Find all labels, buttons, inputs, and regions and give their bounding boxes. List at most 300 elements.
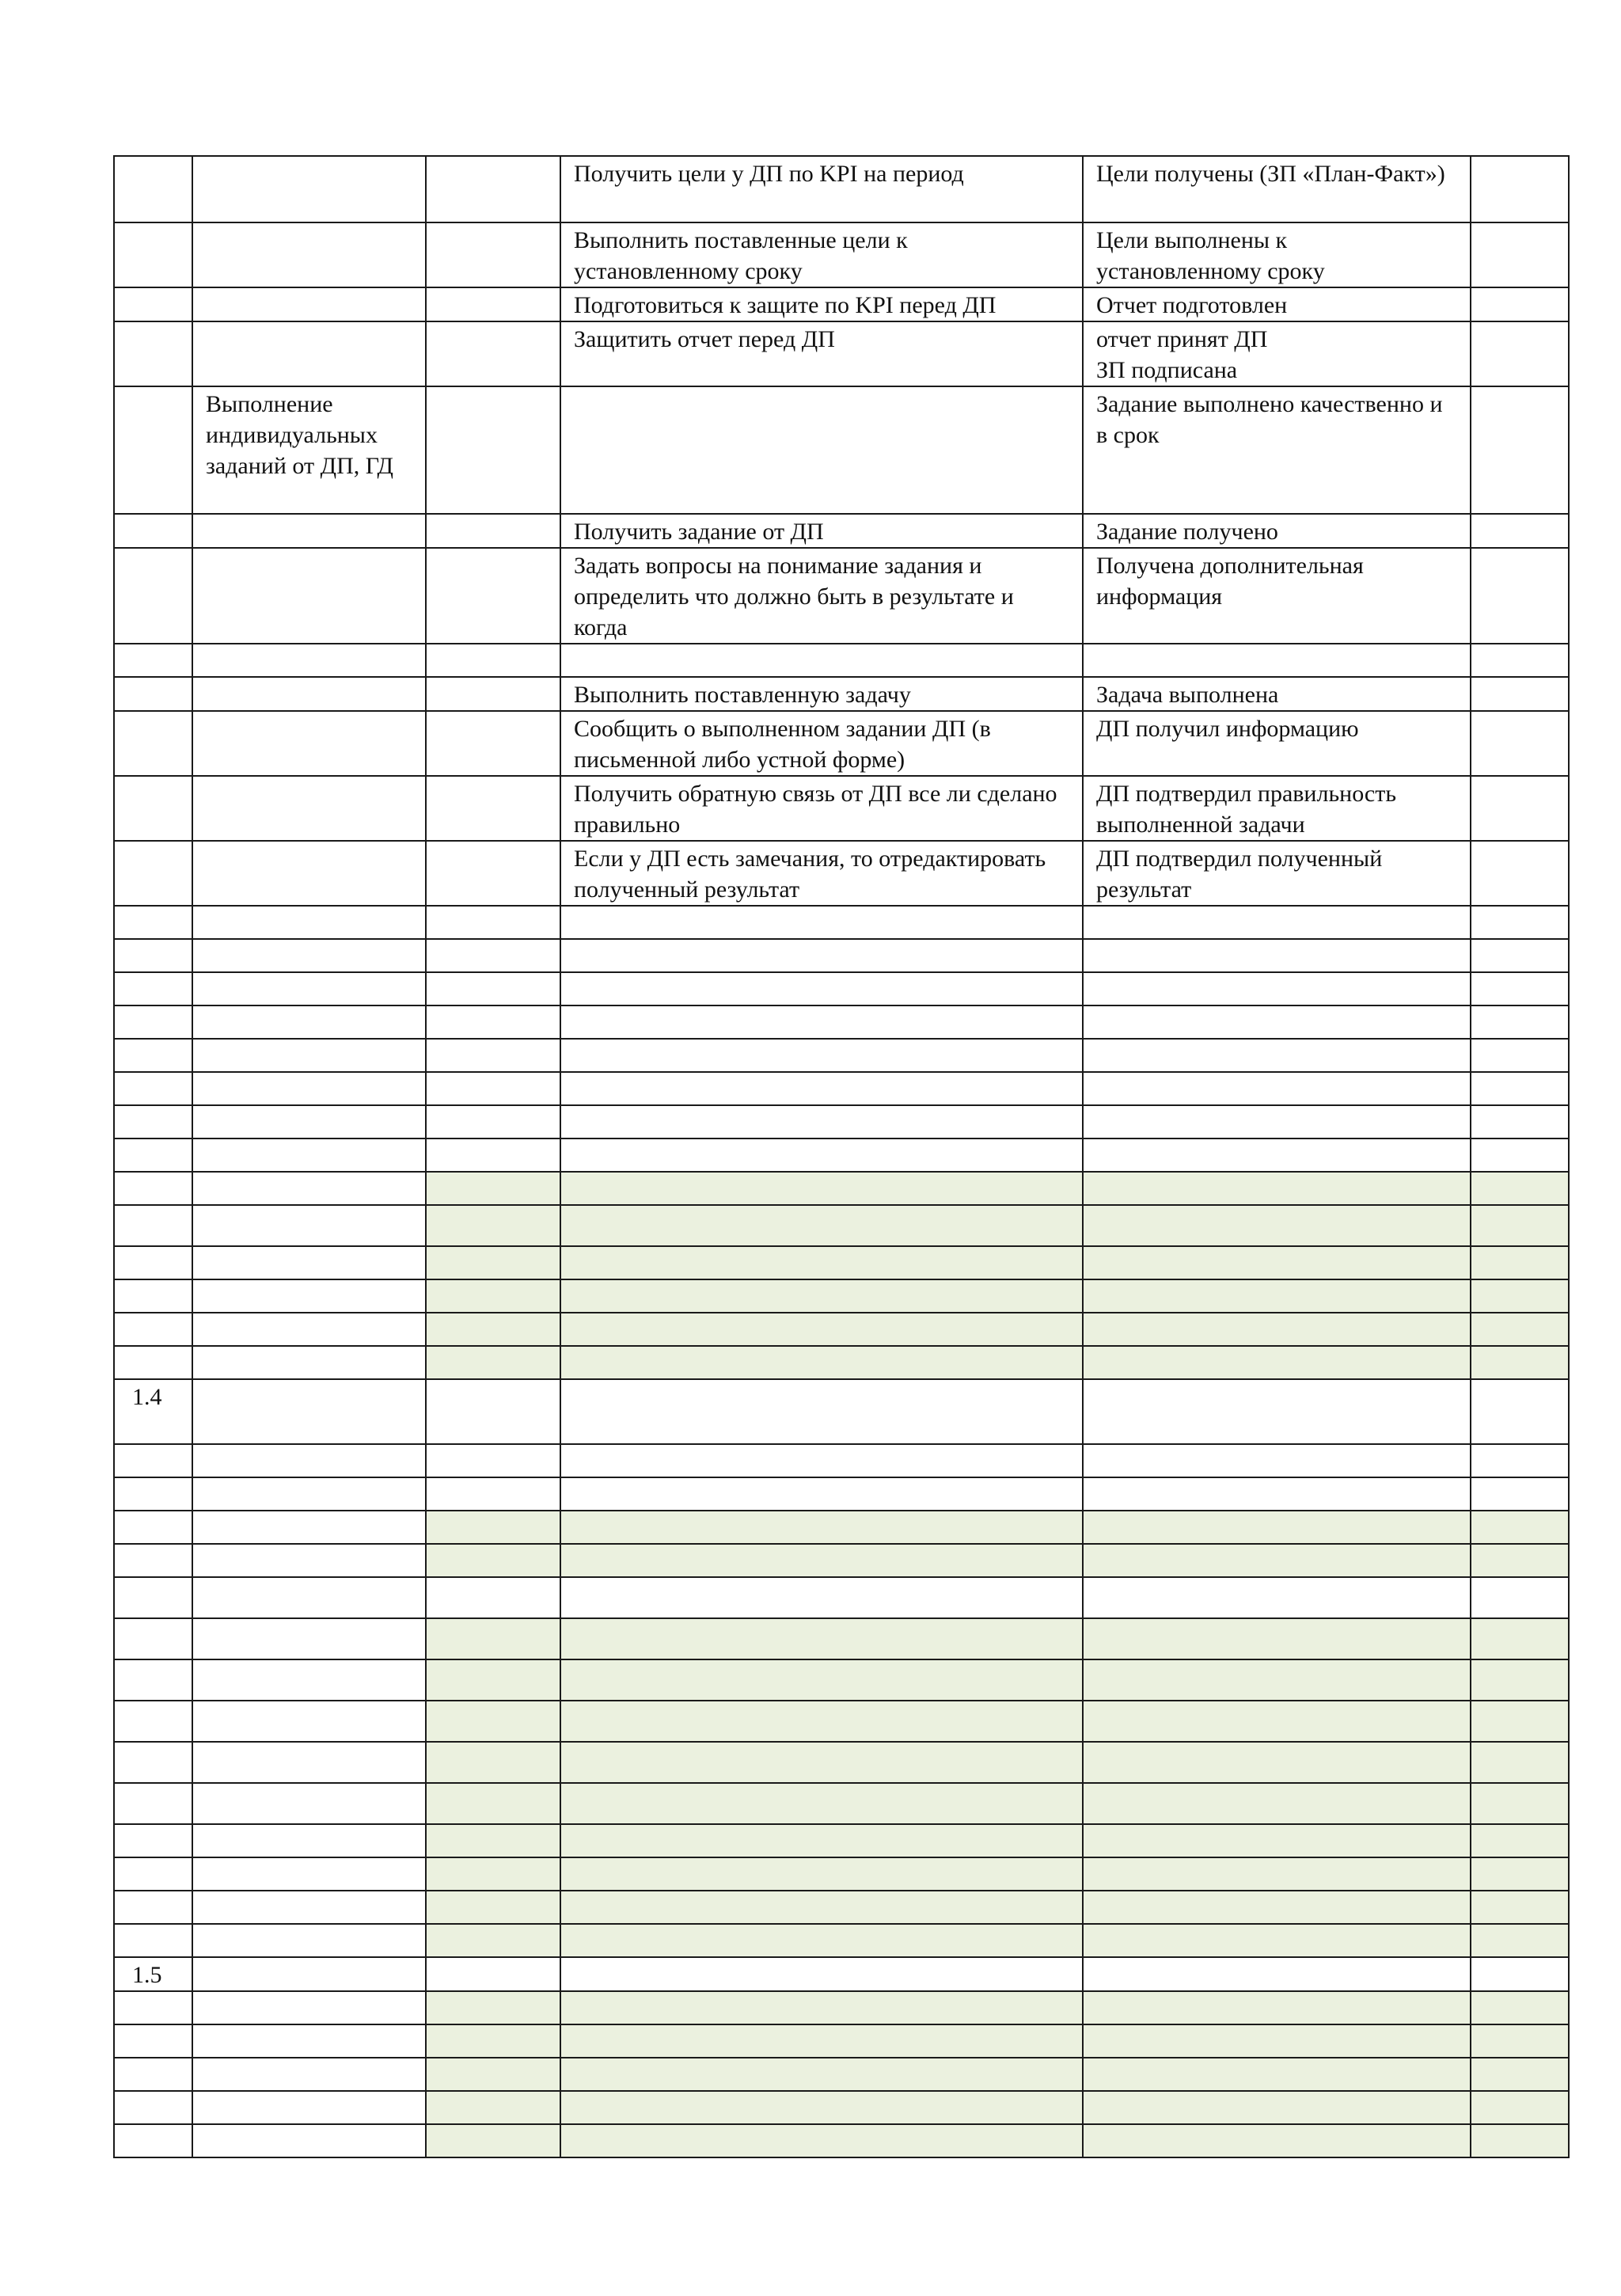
action-cell	[560, 1824, 1083, 1857]
name-cell	[192, 939, 426, 972]
action-cell: Если у ДП есть замечания, то отредактировать полученный результат	[560, 841, 1083, 906]
result-cell: Цели выполнены к установленному сроку	[1083, 222, 1471, 287]
name-cell	[192, 2091, 426, 2124]
col6-cell	[1471, 321, 1569, 386]
num-cell	[114, 321, 192, 386]
num-cell	[114, 1857, 192, 1891]
col6-cell	[1471, 2024, 1569, 2058]
name-cell	[192, 321, 426, 386]
action-cell	[560, 2091, 1083, 2124]
num-cell	[114, 1991, 192, 2024]
action-cell	[560, 1991, 1083, 2024]
result-cell	[1083, 1957, 1471, 1991]
table-row	[114, 1857, 1569, 1891]
col6-cell	[1471, 2124, 1569, 2157]
col6-cell	[1471, 156, 1569, 222]
col6-cell	[1471, 2058, 1569, 2091]
action-cell	[560, 1205, 1083, 1246]
table-row	[114, 1544, 1569, 1577]
result-cell: Задача выполнена	[1083, 677, 1471, 711]
table-row	[114, 1246, 1569, 1279]
table-row	[114, 972, 1569, 1005]
col6-cell	[1471, 711, 1569, 776]
col6-cell	[1471, 1172, 1569, 1205]
col6-cell	[1471, 1857, 1569, 1891]
col3-cell	[426, 711, 560, 776]
num-cell	[114, 1742, 192, 1783]
col3-cell	[426, 1313, 560, 1346]
name-cell	[192, 1039, 426, 1072]
col3-cell	[426, 1577, 560, 1618]
col6-cell	[1471, 1379, 1569, 1444]
table-row	[114, 677, 1569, 711]
table-row	[114, 222, 1569, 287]
table-row	[114, 1039, 1569, 1072]
col3-cell	[426, 1618, 560, 1659]
result-cell	[1083, 644, 1471, 677]
result-cell	[1083, 1379, 1471, 1444]
col6-cell	[1471, 1659, 1569, 1701]
col3-cell	[426, 287, 560, 321]
action-cell	[560, 2058, 1083, 2091]
col6-cell	[1471, 841, 1569, 906]
name-cell	[192, 514, 426, 548]
col6-cell	[1471, 1783, 1569, 1824]
col6-cell	[1471, 1444, 1569, 1477]
col6-cell	[1471, 1072, 1569, 1105]
document-table	[113, 155, 1570, 2158]
action-cell	[560, 644, 1083, 677]
result-cell	[1083, 1072, 1471, 1105]
num-cell	[114, 156, 192, 222]
col3-cell	[426, 677, 560, 711]
action-cell	[560, 1957, 1083, 1991]
name-cell	[192, 1618, 426, 1659]
action-cell	[560, 1346, 1083, 1379]
result-cell	[1083, 1824, 1471, 1857]
name-cell	[192, 776, 426, 841]
result-cell	[1083, 1005, 1471, 1039]
num-cell	[114, 677, 192, 711]
action-cell	[560, 1005, 1083, 1039]
table-row	[114, 1957, 1569, 1991]
result-cell: Цели получены (ЗП «План-Факт»)	[1083, 156, 1471, 222]
name-cell	[192, 222, 426, 287]
col6-cell	[1471, 1957, 1569, 1991]
col3-cell	[426, 2091, 560, 2124]
action-cell: Выполнить поставленные цели к установленному сроку	[560, 222, 1083, 287]
result-cell	[1083, 1477, 1471, 1511]
table-row	[114, 1346, 1569, 1379]
result-cell	[1083, 1544, 1471, 1577]
num-cell	[114, 711, 192, 776]
table-row	[114, 1783, 1569, 1824]
table-row	[114, 514, 1569, 548]
col3-cell	[426, 1957, 560, 1991]
num-cell	[114, 1313, 192, 1346]
document-table-body	[114, 156, 1569, 2157]
table-row	[114, 1511, 1569, 1544]
num-cell	[114, 1659, 192, 1701]
name-cell	[192, 1511, 426, 1544]
result-cell: Задание получено	[1083, 514, 1471, 548]
result-cell	[1083, 1577, 1471, 1618]
col3-cell	[426, 321, 560, 386]
col3-cell	[426, 1379, 560, 1444]
col6-cell	[1471, 222, 1569, 287]
result-cell: Отчет подготовлен	[1083, 287, 1471, 321]
col3-cell	[426, 906, 560, 939]
table-row	[114, 1313, 1569, 1346]
name-cell	[192, 1924, 426, 1957]
num-cell	[114, 222, 192, 287]
table-row	[114, 1477, 1569, 1511]
name-cell	[192, 1379, 426, 1444]
name-cell	[192, 1105, 426, 1138]
table-row	[114, 2091, 1569, 2124]
num-cell	[114, 972, 192, 1005]
num-cell	[114, 1205, 192, 1246]
action-cell	[560, 1138, 1083, 1172]
col3-cell	[426, 1783, 560, 1824]
result-cell	[1083, 2124, 1471, 2157]
action-cell: Сообщить о выполненном задании ДП (в письменной либо устной форме)	[560, 711, 1083, 776]
col3-cell	[426, 1824, 560, 1857]
col6-cell	[1471, 1105, 1569, 1138]
result-cell	[1083, 1991, 1471, 2024]
num-cell	[114, 1444, 192, 1477]
table-row	[114, 1659, 1569, 1701]
col3-cell	[426, 1701, 560, 1742]
table-row	[114, 1205, 1569, 1246]
table-row	[114, 1891, 1569, 1924]
result-cell: ДП подтвердил правильность выполненной задачи	[1083, 776, 1471, 841]
num-cell	[114, 1072, 192, 1105]
col6-cell	[1471, 1138, 1569, 1172]
result-cell	[1083, 1783, 1471, 1824]
name-cell	[192, 1824, 426, 1857]
result-cell	[1083, 1346, 1471, 1379]
col6-cell	[1471, 1313, 1569, 1346]
num-cell	[114, 1701, 192, 1742]
col3-cell	[426, 1246, 560, 1279]
result-cell	[1083, 2058, 1471, 2091]
num-cell	[114, 1039, 192, 1072]
col6-cell	[1471, 1477, 1569, 1511]
col6-cell	[1471, 1891, 1569, 1924]
col6-cell	[1471, 287, 1569, 321]
num-cell	[114, 644, 192, 677]
name-cell	[192, 1346, 426, 1379]
table-row	[114, 711, 1569, 776]
action-cell	[560, 1444, 1083, 1477]
num-cell	[114, 1824, 192, 1857]
result-cell	[1083, 1618, 1471, 1659]
table-row	[114, 1824, 1569, 1857]
table-row	[114, 548, 1569, 644]
action-cell: Получить обратную связь от ДП все ли сделано правильно	[560, 776, 1083, 841]
action-cell	[560, 386, 1083, 514]
col6-cell	[1471, 1701, 1569, 1742]
name-cell	[192, 644, 426, 677]
col6-cell	[1471, 1511, 1569, 1544]
col6-cell	[1471, 548, 1569, 644]
table-row	[114, 2058, 1569, 2091]
result-cell	[1083, 1313, 1471, 1346]
name-cell	[192, 1701, 426, 1742]
col6-cell	[1471, 386, 1569, 514]
table-row	[114, 287, 1569, 321]
result-cell	[1083, 939, 1471, 972]
action-cell: Получить задание от ДП	[560, 514, 1083, 548]
name-cell	[192, 1279, 426, 1313]
action-cell	[560, 1246, 1083, 1279]
action-cell	[560, 1072, 1083, 1105]
col3-cell	[426, 1205, 560, 1246]
action-cell	[560, 1857, 1083, 1891]
name-cell	[192, 1742, 426, 1783]
action-cell	[560, 2024, 1083, 2058]
num-cell	[114, 2058, 192, 2091]
name-cell	[192, 1072, 426, 1105]
num-cell	[114, 1577, 192, 1618]
result-cell: отчет принят ДП ЗП подписана	[1083, 321, 1471, 386]
num-cell	[114, 1246, 192, 1279]
col3-cell	[426, 1172, 560, 1205]
table-row	[114, 156, 1569, 222]
num-cell	[114, 287, 192, 321]
result-cell: ДП получил информацию	[1083, 711, 1471, 776]
result-cell	[1083, 2024, 1471, 2058]
action-cell	[560, 1659, 1083, 1701]
name-cell	[192, 2058, 426, 2091]
name-cell	[192, 677, 426, 711]
col3-cell	[426, 2058, 560, 2091]
col3-cell	[426, 1105, 560, 1138]
name-cell	[192, 1005, 426, 1039]
num-cell	[114, 1172, 192, 1205]
col3-cell	[426, 1444, 560, 1477]
action-cell	[560, 1279, 1083, 1313]
col6-cell	[1471, 906, 1569, 939]
name-cell	[192, 972, 426, 1005]
name-cell	[192, 1172, 426, 1205]
col3-cell	[426, 1039, 560, 1072]
result-cell	[1083, 972, 1471, 1005]
name-cell	[192, 1444, 426, 1477]
num-cell	[114, 939, 192, 972]
result-cell	[1083, 1246, 1471, 1279]
col6-cell	[1471, 2091, 1569, 2124]
num-cell	[114, 548, 192, 644]
result-cell	[1083, 1205, 1471, 1246]
table-row	[114, 1577, 1569, 1618]
name-cell	[192, 156, 426, 222]
name-cell	[192, 1991, 426, 2024]
action-cell: Защитить отчет перед ДП	[560, 321, 1083, 386]
col3-cell	[426, 1072, 560, 1105]
num-cell: 1.5	[114, 1957, 192, 1991]
name-cell	[192, 1891, 426, 1924]
action-cell	[560, 906, 1083, 939]
num-cell	[114, 2124, 192, 2157]
col3-cell	[426, 1477, 560, 1511]
name-cell	[192, 1138, 426, 1172]
num-cell: 1.4	[114, 1379, 192, 1444]
result-cell	[1083, 906, 1471, 939]
table-row	[114, 1444, 1569, 1477]
col6-cell	[1471, 1742, 1569, 1783]
name-cell	[192, 841, 426, 906]
table-row	[114, 1924, 1569, 1957]
action-cell	[560, 1783, 1083, 1824]
table-row	[114, 1991, 1569, 2024]
result-cell	[1083, 1138, 1471, 1172]
col3-cell	[426, 548, 560, 644]
col3-cell	[426, 1891, 560, 1924]
num-cell	[114, 514, 192, 548]
action-cell	[560, 1105, 1083, 1138]
result-cell	[1083, 1742, 1471, 1783]
col6-cell	[1471, 1544, 1569, 1577]
col6-cell	[1471, 514, 1569, 548]
action-cell	[560, 1477, 1083, 1511]
table-row	[114, 1172, 1569, 1205]
col3-cell	[426, 1138, 560, 1172]
name-cell	[192, 1246, 426, 1279]
result-cell: Задание выполнено качественно и в срок	[1083, 386, 1471, 514]
table-row	[114, 321, 1569, 386]
col3-cell	[426, 156, 560, 222]
name-cell	[192, 1205, 426, 1246]
col3-cell	[426, 1924, 560, 1957]
col6-cell	[1471, 1618, 1569, 1659]
col3-cell	[426, 1659, 560, 1701]
result-cell	[1083, 1279, 1471, 1313]
action-cell: Задать вопросы на понимание задания и определить что должно быть в результате и когда	[560, 548, 1083, 644]
num-cell	[114, 906, 192, 939]
action-cell	[560, 1172, 1083, 1205]
name-cell	[192, 906, 426, 939]
table-row	[114, 841, 1569, 906]
result-cell	[1083, 2091, 1471, 2124]
col6-cell	[1471, 1005, 1569, 1039]
col6-cell	[1471, 1824, 1569, 1857]
col6-cell	[1471, 1039, 1569, 1072]
name-cell	[192, 1544, 426, 1577]
action-cell	[560, 1891, 1083, 1924]
action-cell	[560, 1313, 1083, 1346]
action-cell	[560, 1544, 1083, 1577]
action-cell	[560, 1701, 1083, 1742]
table-row	[114, 1138, 1569, 1172]
col6-cell	[1471, 1205, 1569, 1246]
col3-cell	[426, 1005, 560, 1039]
name-cell	[192, 1783, 426, 1824]
result-cell	[1083, 1701, 1471, 1742]
col6-cell	[1471, 776, 1569, 841]
col3-cell	[426, 972, 560, 1005]
table-row	[114, 2124, 1569, 2157]
num-cell	[114, 1924, 192, 1957]
action-cell	[560, 1618, 1083, 1659]
col3-cell	[426, 2024, 560, 2058]
action-cell	[560, 1924, 1083, 1957]
result-cell	[1083, 1039, 1471, 1072]
num-cell	[114, 1138, 192, 1172]
action-cell	[560, 1577, 1083, 1618]
col3-cell	[426, 1511, 560, 1544]
action-cell: Выполнить поставленную задачу	[560, 677, 1083, 711]
num-cell	[114, 841, 192, 906]
table-row	[114, 1379, 1569, 1444]
table-row	[114, 939, 1569, 972]
num-cell	[114, 1477, 192, 1511]
result-cell	[1083, 1924, 1471, 1957]
num-cell	[114, 1346, 192, 1379]
col3-cell	[426, 841, 560, 906]
result-cell	[1083, 1659, 1471, 1701]
num-cell	[114, 1005, 192, 1039]
name-cell	[192, 711, 426, 776]
col3-cell	[426, 1857, 560, 1891]
table-row	[114, 644, 1569, 677]
col3-cell	[426, 2124, 560, 2157]
num-cell	[114, 1105, 192, 1138]
num-cell	[114, 1279, 192, 1313]
result-cell: Получена дополнительная информация	[1083, 548, 1471, 644]
name-cell	[192, 1659, 426, 1701]
table-row	[114, 386, 1569, 514]
action-cell	[560, 1379, 1083, 1444]
col3-cell	[426, 386, 560, 514]
name-cell	[192, 287, 426, 321]
col3-cell	[426, 644, 560, 677]
result-cell	[1083, 1105, 1471, 1138]
result-cell	[1083, 1511, 1471, 1544]
name-cell	[192, 1957, 426, 1991]
col3-cell	[426, 514, 560, 548]
num-cell	[114, 776, 192, 841]
action-cell	[560, 972, 1083, 1005]
col6-cell	[1471, 1924, 1569, 1957]
action-cell	[560, 2124, 1083, 2157]
name-cell	[192, 2024, 426, 2058]
col6-cell	[1471, 677, 1569, 711]
name-cell	[192, 1313, 426, 1346]
table-row	[114, 1701, 1569, 1742]
num-cell	[114, 1544, 192, 1577]
num-cell	[114, 1783, 192, 1824]
result-cell	[1083, 1444, 1471, 1477]
action-cell	[560, 1511, 1083, 1544]
col6-cell	[1471, 644, 1569, 677]
num-cell	[114, 1891, 192, 1924]
col6-cell	[1471, 1246, 1569, 1279]
result-cell	[1083, 1857, 1471, 1891]
result-cell	[1083, 1891, 1471, 1924]
result-cell	[1083, 1172, 1471, 1205]
name-cell	[192, 2124, 426, 2157]
col3-cell	[426, 776, 560, 841]
name-cell	[192, 1857, 426, 1891]
col6-cell	[1471, 972, 1569, 1005]
table-row	[114, 1618, 1569, 1659]
num-cell	[114, 1511, 192, 1544]
col3-cell	[426, 222, 560, 287]
result-cell: ДП подтвердил полученный результат	[1083, 841, 1471, 906]
num-cell	[114, 2024, 192, 2058]
